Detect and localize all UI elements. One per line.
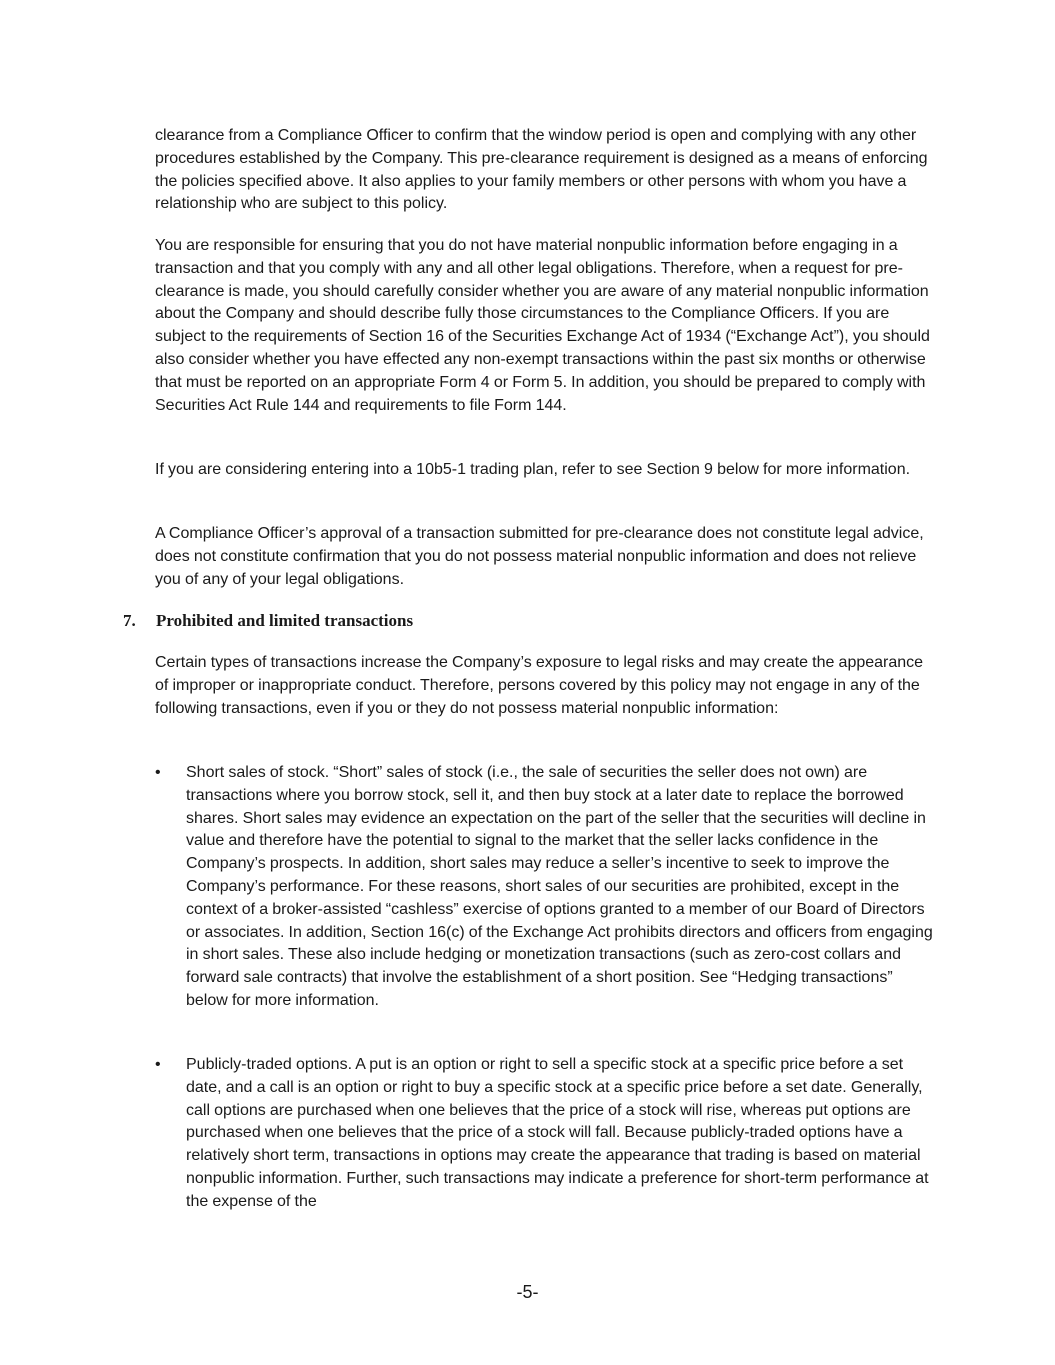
paragraph-10b5-1-plan: If you are considering entering into a 10b5-1 trading plan, refer to see Section 9 below for more information. bbox=[155, 461, 911, 478]
bullet-marker: • bbox=[155, 1056, 161, 1073]
paragraph-pre-clearance-continued: clearance from a Compliance Officer to confirm that the window period is open and complying with any other procedures established by the Company. This pre-clearance requirement is designed as a means of enforcing the policies specified above. It also applies to your family members or other persons with whom you have a relationship who are subject to this policy. bbox=[155, 127, 928, 213]
paragraph-approval-disclaimer: A Compliance Officer’s approval of a transaction submitted for pre-clearance does not constitute legal advice, does not constitute confirmation that you do not possess material nonpublic information and does not relieve you of any of your legal obligations. bbox=[155, 525, 924, 588]
bullet-marker: • bbox=[155, 764, 161, 781]
section-number: 7. bbox=[123, 611, 136, 630]
section-title: Prohibited and limited transactions bbox=[156, 611, 414, 630]
paragraph-responsibility: You are responsible for ensuring that you do not have material nonpublic information before engaging in a transaction and that you comply with any and all other legal obligations. Therefore, when a request for pre-clearance is made, you should carefully consider whether you are aware of any material nonpublic information about the Company and should describe fully those circumstances to the Compliance Officers. If you are subject to the requirements of Section 16 of the Securities Exchange Act of 1934 (“Exchange Act”), you should also consider whether you have effected any non-exempt transactions within the past six months or otherwise that must be reported on an appropriate Form 4 or Form 5. In addition, you should be prepared to comply with Securities Act Rule 144 and requirements to file Form 144. bbox=[155, 237, 930, 414]
section-intro-paragraph: Certain types of transactions increase the Company’s exposure to legal risks and may create the appearance of improper or inappropriate conduct. Therefore, persons covered by this policy may not engage in any of the following transactions, even if you or they do not possess material nonpublic information: bbox=[155, 654, 924, 717]
section-heading bbox=[123, 610, 413, 632]
page-number: -5- bbox=[516, 1282, 539, 1302]
list-item-text: Short sales of stock. “Short” sales of stock (i.e., the sale of securities the seller does not own) are transactions where you borrow stock, sell it, and then buy stock at a later date to replace the borrowed shares. Short sales may evidence an expectation on the part of the seller that the securities will decline in value and therefore have the potential to signal to the market that the seller lacks confidence in the Company’s prospects. In addition, short sales may reduce a seller’s incentive to seek to improve the Company’s performance. For these reasons, short sales of our securities are prohibited, except in the context of a broker-assisted “cashless” exercise of options granted to a member of our Board of Directors or associates. In addition, Section 16(c) of the Exchange Act prohibits directors and officers from engaging in short sales. These also include hedging or monetization transactions (such as zero-cost collars and forward sale contracts) that involve the establishment of a short position. See “Hedging transactions” below for more information. bbox=[186, 764, 933, 1009]
list-item-text: Publicly-traded options. A put is an option or right to sell a specific stock at a specific price before a set date, and a call is an option or right to buy a specific stock at a specific price before a set date. Generally, call options are purchased when one believes that the price of a stock will rise, whereas put options are purchased when one believes that the price of a stock will fall. Because publicly-traded options have a relatively short term, transactions in options may create the appearance that trading is based on material nonpublic information. Further, such transactions may indicate a preference for short-term performance at the expense of the bbox=[186, 1056, 929, 1210]
